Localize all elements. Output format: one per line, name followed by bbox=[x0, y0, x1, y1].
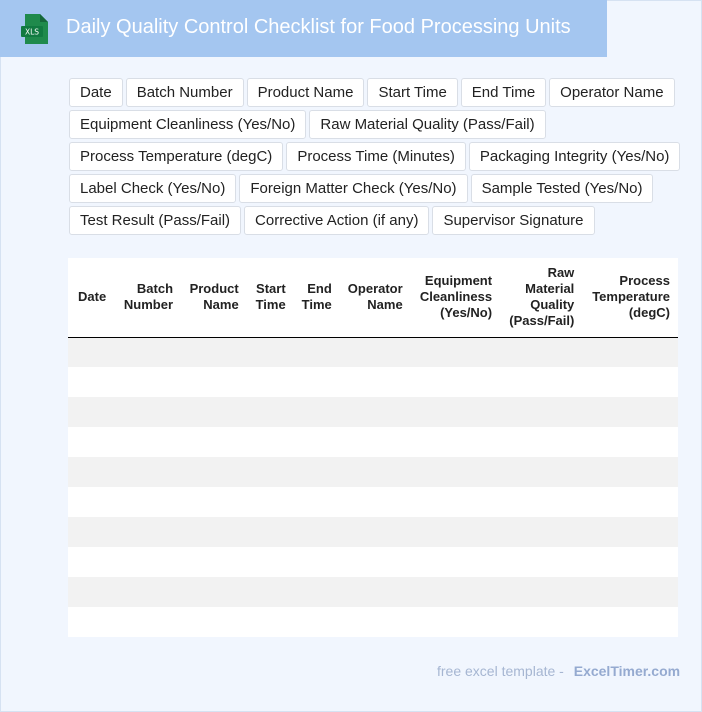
table-cell[interactable] bbox=[68, 367, 115, 397]
field-tag[interactable]: Start Time bbox=[367, 78, 457, 107]
table-row bbox=[68, 577, 678, 607]
table-cell[interactable] bbox=[68, 397, 115, 427]
column-header[interactable] bbox=[294, 258, 340, 337]
table-cell[interactable] bbox=[582, 517, 678, 547]
field-tag[interactable]: Sample Tested (Yes/No) bbox=[471, 174, 654, 203]
table-header-row bbox=[68, 258, 678, 337]
table-cell[interactable] bbox=[582, 397, 678, 427]
table-cell[interactable] bbox=[411, 397, 500, 427]
table-cell[interactable] bbox=[181, 607, 247, 637]
field-tag[interactable]: Packaging Integrity (Yes/No) bbox=[469, 142, 681, 171]
table-row bbox=[68, 607, 678, 637]
table-cell[interactable] bbox=[500, 367, 582, 397]
table-cell[interactable] bbox=[340, 367, 411, 397]
table-cell[interactable] bbox=[294, 367, 340, 397]
table-cell[interactable] bbox=[340, 577, 411, 607]
table-cell[interactable] bbox=[340, 547, 411, 577]
table-cell[interactable] bbox=[582, 487, 678, 517]
table-cell[interactable] bbox=[411, 367, 500, 397]
footer-brand-link[interactable]: ExcelTimer.com bbox=[573, 663, 681, 679]
table-cell[interactable] bbox=[340, 487, 411, 517]
table-cell[interactable] bbox=[411, 607, 500, 637]
table-cell[interactable] bbox=[115, 337, 181, 367]
field-tag[interactable]: Foreign Matter Check (Yes/No) bbox=[239, 174, 467, 203]
table-cell[interactable] bbox=[181, 427, 247, 457]
table-cell[interactable] bbox=[582, 337, 678, 367]
table-cell[interactable] bbox=[500, 517, 582, 547]
table-cell[interactable] bbox=[181, 487, 247, 517]
column-header-line: Temperature bbox=[592, 289, 670, 305]
table-cell[interactable] bbox=[294, 427, 340, 457]
column-header-line: (Pass/Fail) bbox=[509, 313, 575, 329]
table-cell[interactable] bbox=[582, 457, 678, 487]
table-cell[interactable] bbox=[68, 457, 115, 487]
field-tag[interactable]: Date bbox=[69, 78, 123, 107]
column-header-line: Time bbox=[301, 297, 332, 313]
checklist-table bbox=[68, 258, 678, 637]
table-cell[interactable] bbox=[115, 367, 181, 397]
table-cell[interactable] bbox=[68, 487, 115, 517]
table-cell[interactable] bbox=[247, 367, 294, 397]
table-cell[interactable] bbox=[115, 547, 181, 577]
table-cell[interactable] bbox=[294, 607, 340, 637]
column-header-line: Start bbox=[256, 281, 286, 297]
table-cell[interactable] bbox=[181, 367, 247, 397]
table-cell[interactable] bbox=[340, 427, 411, 457]
field-tag[interactable]: Supervisor Signature bbox=[432, 206, 594, 235]
column-header-line: Product bbox=[189, 281, 239, 297]
table-cell[interactable] bbox=[247, 517, 294, 547]
column-header-line: Name bbox=[367, 297, 403, 313]
table-cell[interactable] bbox=[340, 457, 411, 487]
table-row bbox=[68, 427, 678, 457]
table-cell[interactable] bbox=[115, 607, 181, 637]
column-header-line: End bbox=[307, 281, 332, 297]
excel-file-icon bbox=[21, 13, 49, 45]
table-cell[interactable] bbox=[181, 337, 247, 367]
field-tag[interactable]: Operator Name bbox=[549, 78, 674, 107]
table-cell[interactable] bbox=[500, 427, 582, 457]
table-cell[interactable] bbox=[500, 337, 582, 367]
table-row bbox=[68, 397, 678, 427]
table-cell[interactable] bbox=[500, 607, 582, 637]
table-cell[interactable] bbox=[68, 517, 115, 547]
table-cell[interactable] bbox=[247, 547, 294, 577]
column-header-line: Batch bbox=[136, 281, 174, 297]
column-header[interactable] bbox=[247, 258, 294, 337]
table-cell[interactable] bbox=[411, 577, 500, 607]
table-cell[interactable] bbox=[294, 577, 340, 607]
table-cell[interactable] bbox=[68, 337, 115, 367]
table-cell[interactable] bbox=[582, 427, 678, 457]
table-cell[interactable] bbox=[247, 397, 294, 427]
table-cell[interactable] bbox=[294, 337, 340, 367]
column-header-line: Quality bbox=[530, 297, 575, 313]
table-cell[interactable] bbox=[68, 607, 115, 637]
table-cell[interactable] bbox=[340, 517, 411, 547]
column-header[interactable] bbox=[68, 258, 115, 337]
column-header-line: Name bbox=[203, 297, 239, 313]
column-header-line: Operator bbox=[347, 281, 403, 297]
table-cell[interactable] bbox=[247, 577, 294, 607]
table-cell[interactable] bbox=[411, 427, 500, 457]
field-tag[interactable]: Label Check (Yes/No) bbox=[69, 174, 236, 203]
table-cell[interactable] bbox=[500, 487, 582, 517]
field-tag[interactable]: Raw Material Quality (Pass/Fail) bbox=[309, 110, 545, 139]
table-cell[interactable] bbox=[500, 397, 582, 427]
table-cell[interactable] bbox=[247, 457, 294, 487]
field-tag[interactable]: Product Name bbox=[247, 78, 365, 107]
checklist-table-container[interactable] bbox=[68, 258, 678, 637]
table-row bbox=[68, 487, 678, 517]
table-cell[interactable] bbox=[115, 577, 181, 607]
table-row bbox=[68, 337, 678, 367]
title-bar bbox=[0, 0, 607, 57]
column-header[interactable] bbox=[340, 258, 411, 337]
column-header[interactable] bbox=[500, 258, 582, 337]
table-cell[interactable] bbox=[294, 397, 340, 427]
table-cell[interactable] bbox=[115, 397, 181, 427]
table-cell[interactable] bbox=[340, 397, 411, 427]
column-header[interactable] bbox=[115, 258, 181, 337]
table-row bbox=[68, 517, 678, 547]
table-cell[interactable] bbox=[411, 547, 500, 577]
field-tag[interactable]: Process Temperature (degC) bbox=[69, 142, 283, 171]
column-header-line: Cleanliness bbox=[419, 289, 493, 305]
table-cell[interactable] bbox=[294, 457, 340, 487]
column-header-line: Time bbox=[255, 297, 286, 313]
table-cell[interactable] bbox=[181, 517, 247, 547]
field-tag[interactable]: Batch Number bbox=[126, 78, 244, 107]
table-cell[interactable] bbox=[115, 487, 181, 517]
page-title: Daily Quality Control Checklist for Food Processing Units bbox=[66, 16, 571, 38]
table-cell[interactable] bbox=[500, 547, 582, 577]
table-cell[interactable] bbox=[411, 337, 500, 367]
table-cell[interactable] bbox=[294, 547, 340, 577]
table-cell[interactable] bbox=[411, 517, 500, 547]
table-cell[interactable] bbox=[340, 607, 411, 637]
table-cell[interactable] bbox=[115, 517, 181, 547]
footer-credit bbox=[437, 663, 680, 679]
table-cell[interactable] bbox=[115, 457, 181, 487]
table-cell[interactable] bbox=[181, 547, 247, 577]
table-cell[interactable] bbox=[411, 487, 500, 517]
table-cell[interactable] bbox=[247, 427, 294, 457]
column-header[interactable] bbox=[411, 258, 500, 337]
table-cell[interactable] bbox=[294, 517, 340, 547]
column-header[interactable] bbox=[181, 258, 247, 337]
table-cell[interactable] bbox=[500, 457, 582, 487]
field-tag[interactable]: Test Result (Pass/Fail) bbox=[69, 206, 241, 235]
table-cell[interactable] bbox=[582, 367, 678, 397]
table-cell[interactable] bbox=[181, 457, 247, 487]
xls-icon-label: XLS bbox=[24, 27, 40, 37]
column-header-line: Number bbox=[123, 297, 174, 313]
column-header-line: (degC) bbox=[628, 305, 670, 321]
table-cell[interactable] bbox=[340, 337, 411, 367]
table-cell[interactable] bbox=[68, 427, 115, 457]
table-cell[interactable] bbox=[582, 577, 678, 607]
table-row bbox=[68, 457, 678, 487]
column-header-line: Date bbox=[78, 289, 107, 305]
column-header-line: (Yes/No) bbox=[440, 305, 493, 321]
field-tag[interactable]: Process Time (Minutes) bbox=[286, 142, 466, 171]
table-cell[interactable] bbox=[68, 577, 115, 607]
table-cell[interactable] bbox=[411, 457, 500, 487]
column-header[interactable] bbox=[582, 258, 678, 337]
field-tag[interactable]: Corrective Action (if any) bbox=[244, 206, 429, 235]
table-cell[interactable] bbox=[181, 397, 247, 427]
column-header-line: Raw bbox=[547, 265, 575, 281]
table-cell[interactable] bbox=[115, 427, 181, 457]
table-cell[interactable] bbox=[181, 577, 247, 607]
column-header-line: Material bbox=[525, 281, 575, 297]
column-header-line: Equipment bbox=[424, 273, 493, 289]
column-header-line: Process bbox=[619, 273, 670, 289]
table-row bbox=[68, 547, 678, 577]
table-cell[interactable] bbox=[68, 547, 115, 577]
footer-free-text: free excel template - bbox=[437, 663, 564, 679]
field-tag[interactable]: Equipment Cleanliness (Yes/No) bbox=[69, 110, 306, 139]
field-tag[interactable]: End Time bbox=[461, 78, 546, 107]
table-cell[interactable] bbox=[294, 487, 340, 517]
table-row bbox=[68, 367, 678, 397]
table-cell[interactable] bbox=[247, 487, 294, 517]
table-cell[interactable] bbox=[247, 607, 294, 637]
table-cell[interactable] bbox=[247, 337, 294, 367]
table-cell[interactable] bbox=[582, 607, 678, 637]
table-cell[interactable] bbox=[500, 577, 582, 607]
field-tag-list bbox=[69, 78, 684, 235]
table-cell[interactable] bbox=[582, 547, 678, 577]
